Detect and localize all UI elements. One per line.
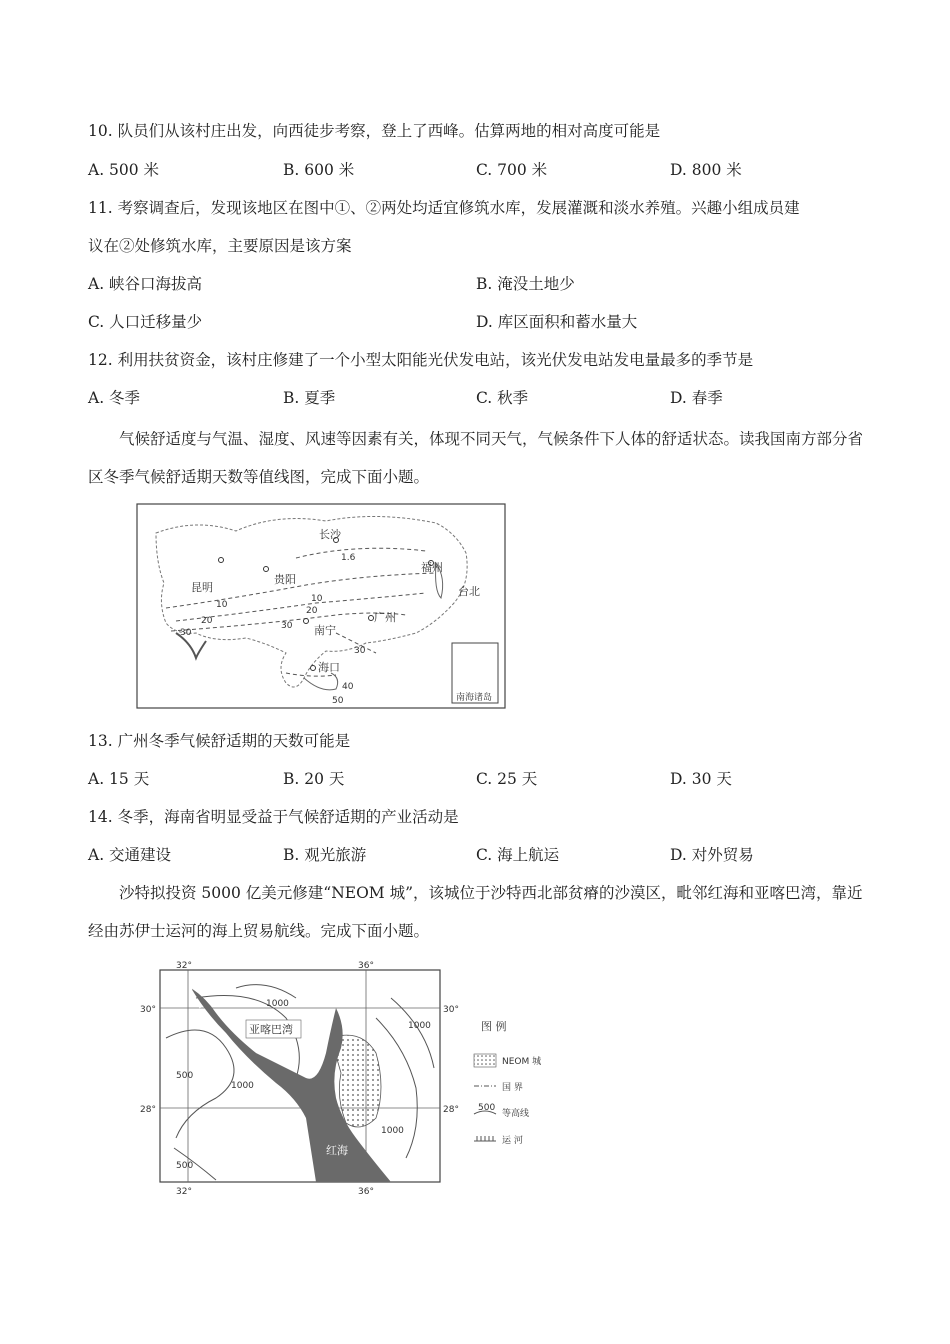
q11-option-b: B. 淹没土地少 xyxy=(476,275,575,293)
inset-label: 南海诸岛 xyxy=(456,693,493,703)
q11-option-a: A. 峡谷口海拔高 xyxy=(88,275,203,293)
lat-label-right-30: 30° xyxy=(443,1005,459,1015)
isoline-value: 1.6 xyxy=(341,553,356,563)
q13-option-a: A. 15 天 xyxy=(88,770,150,788)
neom-intro-paragraph: 沙特拟投资 5000 亿美元修建“NEOM 城”，该城位于沙特西北部贫瘠的沙漠区，毗邻红海和亚喀巴湾，靠近经由苏伊士运河的海上贸易航线。完成下面小题。 xyxy=(88,884,863,940)
city-label-changsha: 长沙 xyxy=(319,528,341,541)
legend-contour: 等高线 xyxy=(502,1109,530,1119)
q12-option-a: A. 冬季 xyxy=(88,389,141,407)
lon-label-top-36: 36° xyxy=(358,961,374,971)
city-label-taipei: 台北 xyxy=(458,585,480,598)
legend-title: 图 例 xyxy=(481,1020,507,1033)
city-label-fuzhou: 福州 xyxy=(421,561,443,574)
q13-option-d: D. 30 天 xyxy=(670,770,732,788)
red-sea-label: 红海 xyxy=(326,1144,348,1157)
isoline-value: 20 xyxy=(306,606,318,616)
legend-canal: 运 河 xyxy=(502,1136,523,1146)
q14-option-a: A. 交通建设 xyxy=(88,846,172,864)
q14-option-b: B. 观光旅游 xyxy=(283,846,367,864)
q14-option-d: D. 对外贸易 xyxy=(670,846,754,864)
isoline-value: 10 xyxy=(311,594,323,604)
city-label-guiyang: 贵阳 xyxy=(274,573,296,586)
contour-value: 1000 xyxy=(381,1126,404,1136)
isoline-value: 30 xyxy=(354,646,366,656)
q12-option-c: C. 秋季 xyxy=(476,389,529,407)
q11-option-d: D. 库区面积和蓄水量大 xyxy=(476,313,638,331)
q12-option-b: B. 夏季 xyxy=(283,389,336,407)
contour-value: 1000 xyxy=(231,1081,254,1091)
isoline-value: 30 xyxy=(180,628,192,638)
city-label-kunming: 昆明 xyxy=(191,581,213,594)
q13-option-c: C. 25 天 xyxy=(476,770,538,788)
isoline-value: 20 xyxy=(201,616,213,626)
contour-value: 500 xyxy=(176,1161,194,1171)
isoline-value: 30 xyxy=(281,621,293,631)
city-label-haikou: 海口 xyxy=(318,661,340,674)
lon-label-bottom-36: 36° xyxy=(358,1187,374,1197)
lon-label-bottom-32: 32° xyxy=(176,1187,192,1197)
q14-stem: 14. 冬季，海南省明显受益于气候舒适期的产业活动是 xyxy=(88,808,459,826)
comfort-days-isoline-map xyxy=(136,503,506,709)
q13-stem: 13. 广州冬季气候舒适期的天数可能是 xyxy=(88,732,351,750)
lat-label-left-30: 30° xyxy=(140,1005,156,1015)
q10-option-b: B. 600 米 xyxy=(283,161,355,179)
q12-stem: 12. 利用扶贫资金，该村庄修建了一个小型太阳能光伏发电站，该光伏发电站发电量最多的季节是 xyxy=(88,351,754,369)
isoline-value: 40 xyxy=(342,682,354,692)
legend-neom: NEOM 城 xyxy=(502,1057,542,1067)
q11-stem-line1: 11. 考察调查后，发现该地区在图中①、②两处均适宜修筑水库，发展灌溉和淡水养殖。兴趣小组成员建 xyxy=(88,199,800,217)
neom-region-map xyxy=(136,958,566,1198)
legend-border: 国 界 xyxy=(502,1083,523,1093)
q11-option-c: C. 人口迁移量少 xyxy=(88,313,203,331)
q10-option-c: C. 700 米 xyxy=(476,161,548,179)
lon-label-top-32: 32° xyxy=(176,961,192,971)
q12-option-d: D. 春季 xyxy=(670,389,723,407)
isoline-value: 50 xyxy=(332,696,344,706)
legend-contour-value: 500 xyxy=(478,1103,496,1113)
city-label-nanning: 南宁 xyxy=(314,624,336,637)
contour-value: 500 xyxy=(176,1071,194,1081)
q14-option-c: C. 海上航运 xyxy=(476,846,560,864)
q11-stem-line2: 议在②处修筑水库，主要原因是该方案 xyxy=(88,237,352,255)
isoline-value: 10 xyxy=(216,600,228,610)
q10-option-d: D. 800 米 xyxy=(670,161,742,179)
city-label-guangzhou: 广州 xyxy=(374,611,396,624)
contour-value: 1000 xyxy=(408,1021,431,1031)
gulf-of-aqaba-label: 亚喀巴湾 xyxy=(249,1023,293,1036)
contour-value: 1000 xyxy=(266,999,289,1009)
q10-stem: 10. 队员们从该村庄出发，向西徒步考察，登上了西峰。估算两地的相对高度可能是 xyxy=(88,122,661,140)
lat-label-right-28: 28° xyxy=(443,1105,459,1115)
q13-option-b: B. 20 天 xyxy=(283,770,345,788)
climate-intro-paragraph: 气候舒适度与气温、湿度、风速等因素有关，体现不同天气，气候条件下人体的舒适状态。读我国南方部分省区冬季气候舒适期天数等值线图，完成下面小题。 xyxy=(88,430,864,486)
q10-option-a: A. 500 米 xyxy=(88,161,160,179)
lat-label-left-28: 28° xyxy=(140,1105,156,1115)
